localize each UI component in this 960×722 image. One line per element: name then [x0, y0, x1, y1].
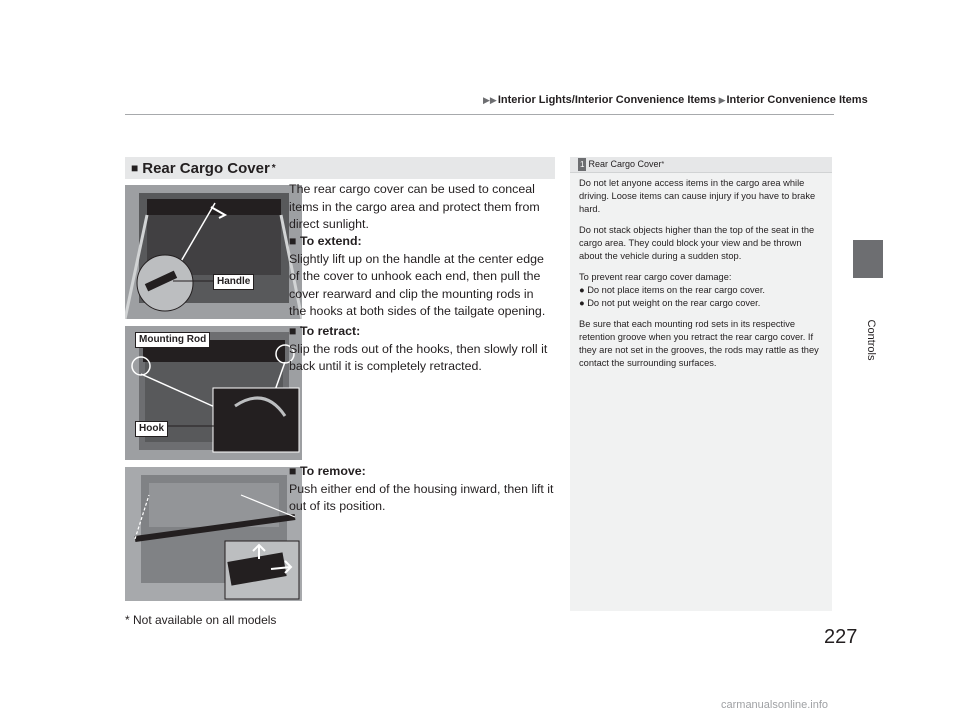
square-bullet-icon: ■: [131, 161, 139, 175]
step-extend: [289, 233, 554, 321]
step-retract-heading: To retract:: [299, 324, 361, 338]
square-bullet-icon: ■: [289, 324, 297, 338]
note-bullet: Do not put weight on the rear cargo cover.: [587, 298, 761, 308]
notes-panel: [570, 157, 832, 611]
section-heading: [125, 157, 555, 179]
callout-mounting-rod: Mounting Rod: [135, 332, 210, 348]
step-remove-heading: To remove:: [299, 464, 366, 478]
bullet-icon: ●: [579, 285, 585, 295]
notes-title-text: Rear Cargo Cover: [588, 159, 662, 169]
callout-hook: Hook: [135, 421, 168, 437]
page-number: 227: [824, 626, 858, 648]
cargo-extend-illustration: [125, 185, 302, 319]
breadcrumb-item-1[interactable]: Interior Lights/Interior Convenience Items: [497, 94, 717, 106]
chapter-label: Controls: [865, 319, 877, 361]
step-remove: [289, 463, 554, 516]
figure-extend: [125, 185, 302, 319]
notes-title-asterisk: *: [661, 161, 665, 168]
square-bullet-icon: ■: [289, 464, 297, 478]
note-bullet: Do not place items on the rear cargo cover.: [587, 285, 765, 295]
chapter-tab: [853, 240, 883, 278]
square-bullet-icon: ■: [289, 234, 297, 248]
bullet-icon: ●: [579, 298, 585, 308]
intro-paragraph: The rear cargo cover can be used to conceal items in the cargo area and protect them from direct sunlight.: [289, 182, 540, 231]
section-title: Rear Cargo Cover: [142, 159, 270, 177]
figure-retract: [125, 326, 302, 460]
callout-handle: Handle: [213, 274, 254, 290]
notes-body: [570, 173, 832, 370]
note-paragraph: To prevent rear cargo cover damage:: [579, 272, 732, 282]
arrow-icon: ▶: [716, 95, 726, 105]
step-retract: [289, 323, 554, 376]
note-paragraph: Do not let anyone access items in the cargo area while driving. Loose items can cause injury if you have to brake hard.: [579, 178, 816, 214]
note-number: 1: [580, 160, 585, 169]
cargo-remove-illustration: [125, 467, 302, 601]
breadcrumb-item-2[interactable]: Interior Convenience Items: [726, 94, 868, 106]
step-extend-text: Slightly lift up on the handle at the center edge of the cover to unhook each end, then pull the cover rearward and clip the mounting rods in the hooks at both sides of the tailgate opening.: [289, 251, 546, 318]
header-divider: [125, 114, 834, 115]
notes-title: [570, 157, 832, 173]
watermark[interactable]: carmanualsonline.info: [721, 699, 829, 711]
arrow-icon: ▶▶: [483, 95, 497, 105]
step-extend-heading: To extend:: [299, 234, 362, 248]
figure-remove: [125, 467, 302, 601]
note-paragraph: Do not stack objects higher than the top of the seat in the cargo area. They could block your view and be thrown about the vehicle during a sudden stop.: [579, 225, 815, 261]
step-remove-text: Push either end of the housing inward, then lift it out of its position.: [289, 481, 554, 513]
footnote: * Not available on all models: [125, 613, 277, 627]
breadcrumb: [483, 94, 868, 106]
step-retract-text: Slip the rods out of the hooks, then slowly roll it back until it is completely retracted.: [289, 341, 548, 373]
section-asterisk: *: [271, 162, 276, 174]
note-paragraph: Be sure that each mounting rod sets in its respective retention groove when you retract the rear cargo cover. If they are not set in the grooves, the rods may rattle as they contact the surrounding surfaces.: [579, 319, 819, 368]
intro-text: [289, 181, 554, 234]
